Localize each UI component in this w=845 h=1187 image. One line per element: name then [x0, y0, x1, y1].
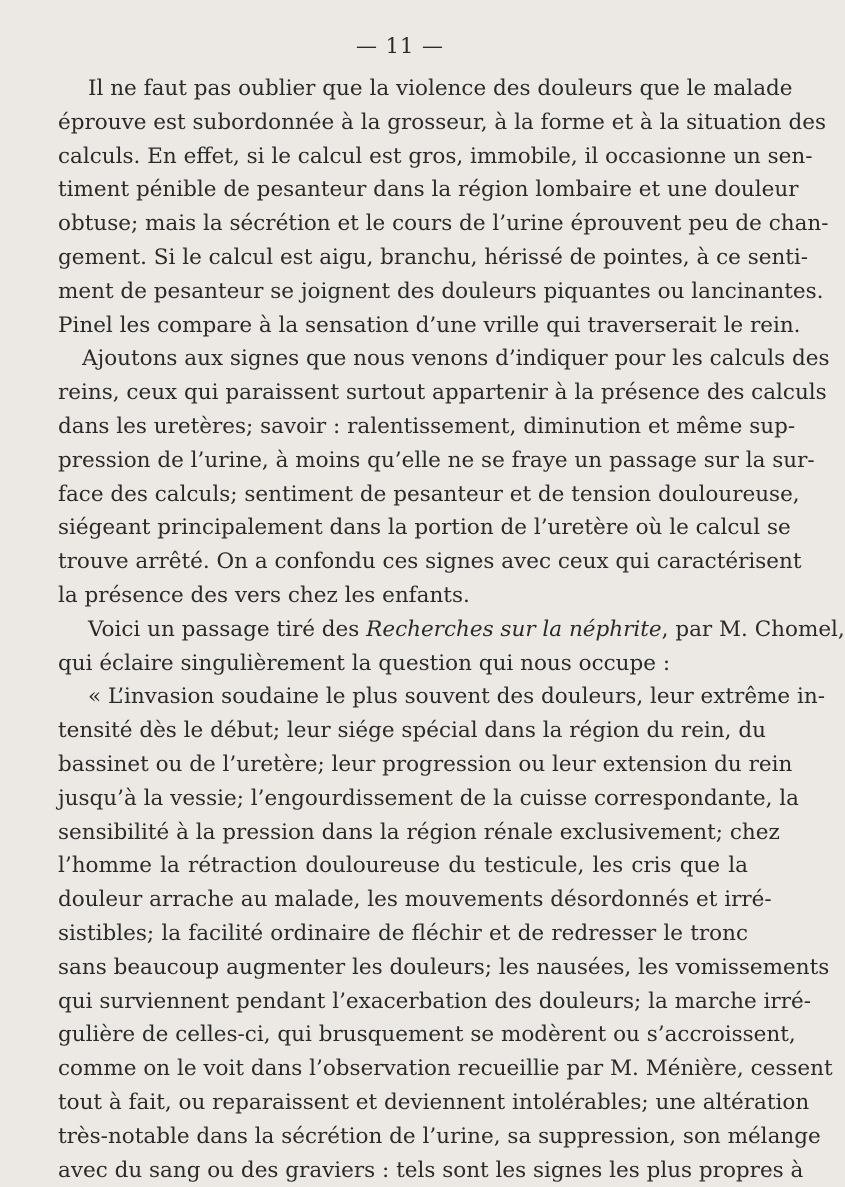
text-line: qui surviennent pendant l’exacerbation des douleurs; la marche irré-	[58, 985, 748, 1019]
text-line: face des calculs; sentiment de pesanteur et de tension douloureuse,	[58, 478, 748, 512]
chomel-after: , par M. Chomel,	[662, 617, 845, 642]
text-line: gement. Si le calcul est aigu, branchu, hérissé de pointes, à ce senti-	[58, 241, 748, 275]
text-line: reins, ceux qui paraissent surtout appartenir à la présence des calculs	[58, 376, 748, 410]
text-line: sistibles; la facilité ordinaire de fléchir et de redresser le tronc	[58, 917, 748, 951]
text-line: dans les uretères; savoir : ralentissement, diminution et même sup-	[58, 410, 748, 444]
text-line: éprouve est subordonnée à la grosseur, à la forme et à la situation des	[58, 106, 748, 140]
text-line: calculs. En effet, si le calcul est gros, immobile, il occasionne un sen-	[58, 140, 748, 174]
text-line: « L’invasion soudaine le plus souvent des douleurs, leur extrême in-	[58, 680, 748, 714]
text-line: gulière de celles-ci, qui brusquement se modèrent ou s’accroissent,	[58, 1018, 748, 1052]
text-line: trouve arrêté. On a confondu ces signes avec ceux qui caractérisent	[58, 545, 748, 579]
text-line: obtuse; mais la sécrétion et le cours de l’urine éprouvent peu de chan-	[58, 207, 748, 241]
text-line: Ajoutons aux signes que nous venons d’indiquer pour les calculs des	[58, 342, 748, 376]
text-line: douleur arrache au malade, les mouvements désordonnés et irré-	[58, 883, 748, 917]
body-text	[58, 72, 748, 1187]
text-line: tout à fait, ou reparaissent et deviennent intolérables; une altération	[58, 1086, 748, 1120]
text-line: jusqu’à la vessie; l’engourdissement de la cuisse correspondante, la	[58, 782, 748, 816]
page-number: — 11 —	[0, 34, 800, 58]
text-line: tensité dès le début; leur siége spécial dans la région du rein, du	[58, 714, 748, 748]
text-line: sans beaucoup augmenter les douleurs; les nausées, les vomissements	[58, 951, 748, 985]
chomel-before: Voici un passage tiré des	[88, 617, 366, 642]
text-line: comme on le voit dans l’observation recueillie par M. Ménière, cessent	[58, 1052, 748, 1086]
text-line: très-notable dans la sécrétion de l’urine, sa suppression, son mélange	[58, 1120, 748, 1154]
text-line: siégeant principalement dans la portion de l’uretère où le calcul se	[58, 511, 748, 545]
text-line: timent pénible de pesanteur dans la région lombaire et une douleur	[58, 173, 748, 207]
text-line-chomel	[58, 613, 748, 647]
text-line: sensibilité à la pression dans la région rénale exclusivement; chez	[58, 816, 748, 850]
text-line: qui éclaire singulièrement la question qui nous occupe :	[58, 647, 748, 681]
text-line: bassinet ou de l’uretère; leur progression ou leur extension du rein	[58, 748, 748, 782]
text-line: Il ne faut pas oublier que la violence des douleurs que le malade	[58, 72, 748, 106]
text-line: ment de pesanteur se joignent des douleurs piquantes ou lancinantes.	[58, 275, 748, 309]
text-line: pression de l’urine, à moins qu’elle ne se fraye un passage sur la sur-	[58, 444, 748, 478]
text-line: la présence des vers chez les enfants.	[58, 579, 748, 613]
book-title: Recherches sur la néphrite	[366, 617, 662, 642]
text-line: l’homme la rétraction douloureuse du testicule, les cris que la	[58, 849, 748, 883]
text-line: avec du sang ou des graviers : tels sont les signes les plus propres à	[58, 1154, 748, 1187]
text-line: Pinel les compare à la sensation d’une vrille qui traverserait le rein.	[58, 309, 748, 343]
